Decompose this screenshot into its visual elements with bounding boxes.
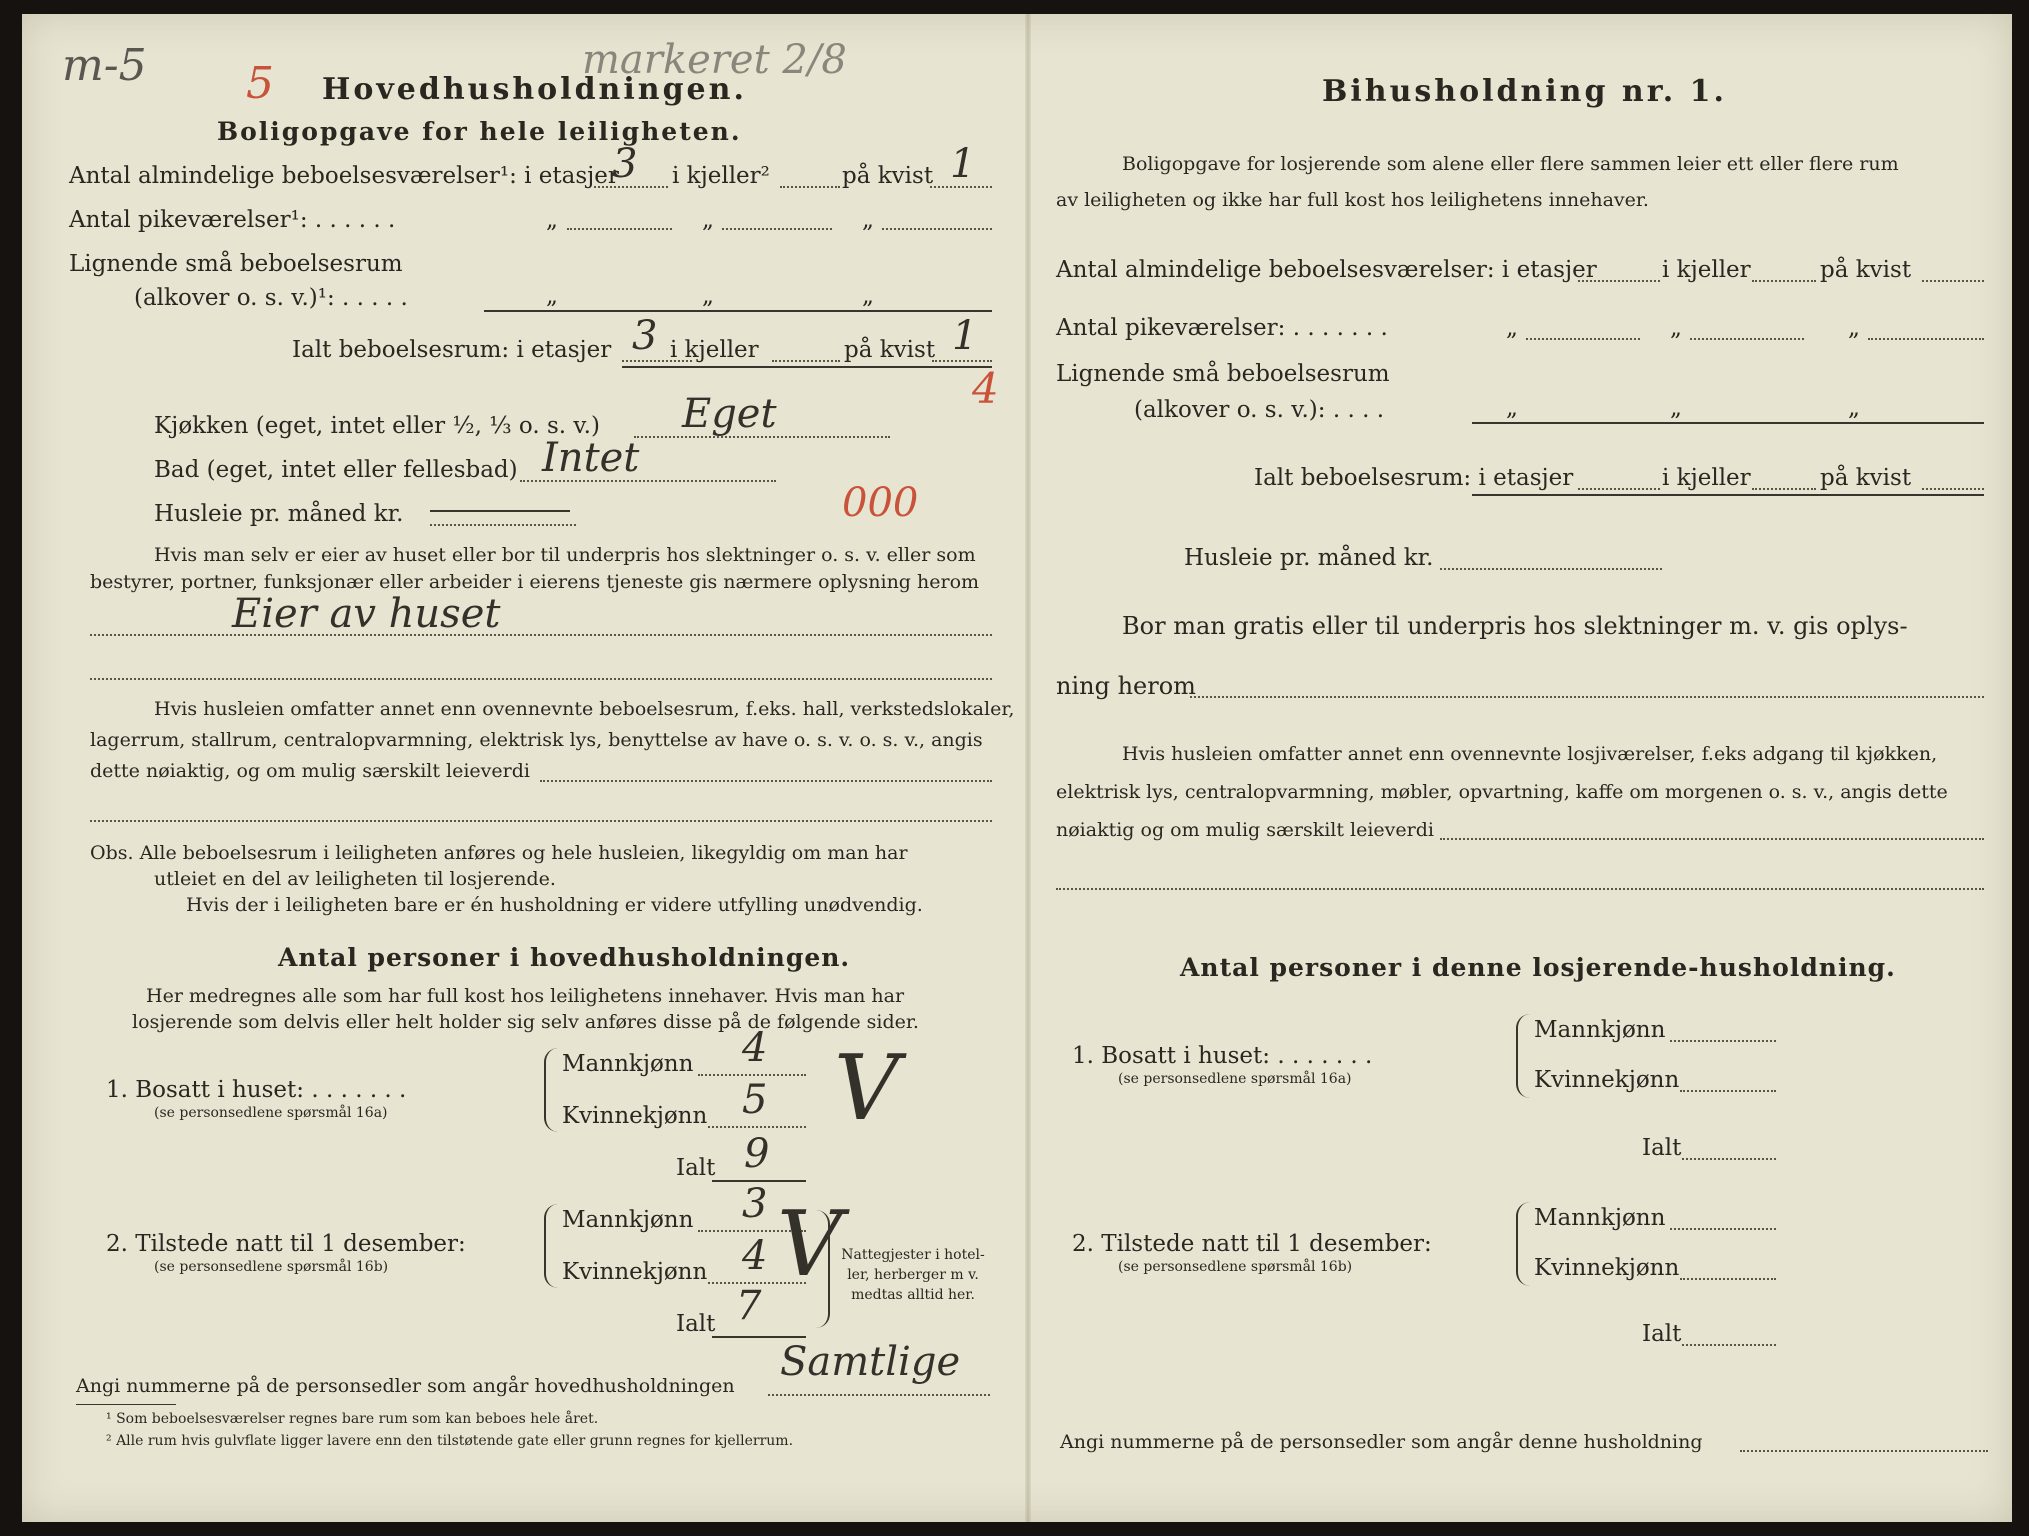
red-annotation-1: 4 xyxy=(972,364,999,413)
right-row1-kjeller-label: i kjeller xyxy=(1662,257,1751,283)
left-omfatter-2: lagerrum, stallrum, centralopvarmning, elektrisk lys, benyttelse av have o. s. v. o. s. v., angis xyxy=(90,729,983,751)
right-row1-kvist-line xyxy=(1922,280,1984,282)
right-q1-mann-line xyxy=(1670,1040,1776,1042)
left-q1-ialt-label: Ialt xyxy=(676,1155,716,1181)
left-row1-kjeller-line xyxy=(780,186,840,188)
left-q1-kvinne-label: Kvinnekjønn xyxy=(562,1103,708,1129)
ditto-mark: „ xyxy=(1670,395,1682,421)
ditto-mark: „ xyxy=(862,283,874,309)
page-fold xyxy=(1025,14,1031,1522)
left-q1-kvinne-line xyxy=(708,1126,806,1128)
left-ialt-kjeller-line xyxy=(772,360,840,362)
footnote-2: ² Alle rum hvis gulvflate ligger lavere enn den tilstøtende gate eller grunn regnes for kjellerrum. xyxy=(106,1433,794,1449)
left-ialt-kvist-value[interactable]: 1 xyxy=(952,313,978,359)
eier-text-1: Hvis man selv er eier av huset eller bor til underpris hos slektninger o. s. v. eller som xyxy=(154,544,976,566)
left-title: Hovedhusholdningen. xyxy=(322,72,747,107)
right-row1-etasjer-line xyxy=(1578,280,1660,282)
right-q1-brace xyxy=(1516,1014,1532,1098)
husleie-dash xyxy=(430,510,570,512)
census-form-sheet xyxy=(22,14,2012,1522)
nattegjester-note-3: medtas alltid her. xyxy=(851,1287,975,1303)
ditto-mark: „ xyxy=(702,207,714,233)
left-row2-label: Antal pikeværelser¹: . . . . . . xyxy=(69,207,396,233)
husleie-line xyxy=(430,524,576,526)
left-q2-brace xyxy=(544,1204,560,1288)
margin-handwriting: m-5 xyxy=(62,40,147,91)
ditto-mark: „ xyxy=(1848,395,1860,421)
eier-line-1 xyxy=(90,634,992,636)
left-q2-kvinne-value[interactable]: 4 xyxy=(742,1233,768,1279)
right-q2-brace xyxy=(1516,1202,1532,1286)
obs-text-3: Hvis der i leiligheten bare er én husholdning er videre utfylling unødvendig. xyxy=(186,894,923,916)
right-gratis-line xyxy=(1190,696,1984,698)
ditto-mark: „ xyxy=(702,283,714,309)
left-q2-mann-label: Mannkjønn xyxy=(562,1207,694,1233)
left-angi-value[interactable]: Samtlige xyxy=(780,1339,961,1385)
right-ialt-kjeller-label: i kjeller xyxy=(1662,465,1751,491)
left-ialt-kvist-line xyxy=(932,360,992,362)
left-q2-label: 2. Tilstede natt til 1 desember: xyxy=(106,1231,466,1257)
left-q2-ialt-line xyxy=(712,1336,806,1338)
left-q1-mann-value[interactable]: 4 xyxy=(742,1025,768,1071)
left-q1-kvinne-value[interactable]: 5 xyxy=(742,1077,768,1123)
right-ialt-label: Ialt beboelsesrum: i etasjer xyxy=(1254,465,1574,491)
left-q1-mann-label: Mannkjønn xyxy=(562,1051,694,1077)
right-persons-title: Antal personer i denne losjerende-husholdning. xyxy=(1180,953,1896,982)
right-row2-line-1 xyxy=(1526,338,1640,340)
left-row1-etasjer-value[interactable]: 3 xyxy=(612,141,638,187)
left-ialt-kvist-label: på kvist xyxy=(844,337,936,363)
nattegjester-note-2: ler, herberger m v. xyxy=(847,1267,979,1283)
right-ialt-kvist-label: på kvist xyxy=(1820,465,1912,491)
husleie-label: Husleie pr. måned kr. xyxy=(154,501,404,527)
right-q1-ialt-label: Ialt xyxy=(1642,1135,1682,1161)
left-q1-sub: (se personsedlene spørsmål 16a) xyxy=(154,1105,388,1121)
ditto-mark: „ xyxy=(1670,315,1682,341)
left-ialt-etasjer-value[interactable]: 3 xyxy=(632,313,658,359)
left-ialt-label: Ialt beboelsesrum: i etasjer xyxy=(292,337,612,363)
left-row1-kvist-label: på kvist xyxy=(842,163,934,189)
left-subtitle: Boligopgave for hele leiligheten. xyxy=(217,117,742,146)
red-annotation-2: 000 xyxy=(842,480,919,526)
left-persons-text-2: losjerende som delvis eller helt holder sig selv anføres disse på de følgende sider. xyxy=(132,1011,919,1033)
left-q2-kvinne-label: Kvinnekjønn xyxy=(562,1259,708,1285)
right-row2-label: Antal pikeværelser: . . . . . . . xyxy=(1056,315,1388,341)
left-q2-sub: (se personsedlene spørsmål 16b) xyxy=(154,1259,389,1275)
checkmark: V xyxy=(777,1192,842,1297)
footnote-1: ¹ Som beboelsesværelser regnes bare rum som kan beboes hele året. xyxy=(106,1411,599,1427)
right-angi-line xyxy=(1740,1450,1988,1452)
right-q1-kvinne-label: Kvinnekjønn xyxy=(1534,1067,1680,1093)
obs-text-2: utleiet en del av leiligheten til losjerende. xyxy=(154,868,556,890)
left-omfatter-3: dette nøiaktig, og om mulig særskilt leieverdi xyxy=(90,760,530,782)
ditto-mark: „ xyxy=(1506,395,1518,421)
left-row2-line-3 xyxy=(882,228,992,230)
left-q1-label: 1. Bosatt i huset: . . . . . . . xyxy=(106,1077,407,1103)
left-q2-mann-value[interactable]: 3 xyxy=(742,1181,768,1227)
right-q1-label: 1. Bosatt i huset: . . . . . . . xyxy=(1072,1043,1373,1069)
left-q2-ialt-label: Ialt xyxy=(676,1311,716,1337)
right-q2-ialt-line xyxy=(1682,1344,1776,1346)
right-row2-line-3 xyxy=(1868,338,1984,340)
left-q1-mann-line xyxy=(698,1074,806,1076)
right-omfatter-1: Hvis husleien omfatter annet enn ovennevnte losjiværelser, f.eks adgang til kjøkken, xyxy=(1122,743,1938,765)
left-q2-ialt-value[interactable]: 7 xyxy=(736,1283,762,1329)
checkmark: V xyxy=(834,1036,899,1141)
right-husleie-line xyxy=(1440,568,1662,570)
ditto-mark: „ xyxy=(546,207,558,233)
right-row3-label-a: Lignende små beboelsesrum xyxy=(1056,361,1390,387)
right-angi-label: Angi nummerne på de personsedler som angår denne husholdning xyxy=(1060,1431,1703,1453)
right-q1-sub: (se personsedlene spørsmål 16a) xyxy=(1118,1071,1352,1087)
right-q1-ialt-line xyxy=(1682,1158,1776,1160)
right-row3-label-b: (alkover o. s. v.): . . . . xyxy=(1134,397,1385,423)
nattegjester-note-1: Nattegjester i hotel- xyxy=(841,1247,985,1263)
right-row1-kjeller-line xyxy=(1752,280,1816,282)
left-omfatter-line-1 xyxy=(540,780,992,782)
right-row1-kvist-label: på kvist xyxy=(1820,257,1912,283)
right-omfatter-line-2 xyxy=(1056,888,1984,890)
right-ialt-kvist-line xyxy=(1922,488,1984,490)
left-row1-label: Antal almindelige beboelsesværelser¹: i etasjer xyxy=(69,163,619,189)
left-omfatter-line-2 xyxy=(90,820,992,822)
left-row2-line-1 xyxy=(567,228,672,230)
left-q1-ialt-value[interactable]: 9 xyxy=(744,1131,770,1177)
margin-red-number: 5 xyxy=(246,58,274,109)
ditto-mark: „ xyxy=(1506,315,1518,341)
left-row1-kjeller-label: i kjeller² xyxy=(672,163,770,189)
kjokken-value[interactable]: Eget xyxy=(682,391,777,437)
left-ialt-kjeller-label: i kjeller xyxy=(670,337,759,363)
left-persons-title: Antal personer i hovedhusholdningen. xyxy=(278,943,851,972)
left-angi-line xyxy=(768,1394,990,1396)
left-row3-underline xyxy=(484,310,992,312)
right-row2-line-2 xyxy=(1690,338,1804,340)
left-row3-label-a: Lignende små beboelsesrum xyxy=(69,251,403,277)
left-row3-label-b: (alkover o. s. v.)¹: . . . . . xyxy=(134,285,408,311)
bad-value[interactable]: Intet xyxy=(542,435,640,481)
footnote-rule xyxy=(76,1404,176,1405)
right-row1-label: Antal almindelige beboelsesværelser: i etasjer xyxy=(1056,257,1597,283)
right-q2-mann-line xyxy=(1670,1228,1776,1230)
right-q2-ialt-label: Ialt xyxy=(1642,1321,1682,1347)
right-q1-kvinne-line xyxy=(1680,1090,1776,1092)
right-gratis-1: Bor man gratis eller til underpris hos slektninger m. v. gis oplys- xyxy=(1122,612,1908,640)
right-row3-underline xyxy=(1472,422,1984,424)
left-q1-brace xyxy=(544,1048,560,1132)
right-title: Bihusholdning nr. 1. xyxy=(1322,74,1727,109)
right-ialt-etasjer-line xyxy=(1578,488,1660,490)
margin-handwriting-2: markeret 2/8 xyxy=(582,37,847,83)
right-husleie-label: Husleie pr. måned kr. xyxy=(1184,545,1434,571)
right-q1-mann-label: Mannkjønn xyxy=(1534,1017,1666,1043)
right-ialt-kjeller-line xyxy=(1752,488,1816,490)
left-angi-label: Angi nummerne på de personsedler som angår hovedhusholdningen xyxy=(76,1375,735,1397)
right-gratis-2: ning herom xyxy=(1056,672,1196,700)
left-ialt-underline xyxy=(622,366,992,368)
eier-line-2 xyxy=(90,678,992,680)
bad-label: Bad (eget, intet eller fellesbad) xyxy=(154,457,518,483)
right-intro-1: Boligopgave for losjerende som alene eller flere sammen leier ett eller flere rum xyxy=(1122,153,1899,175)
left-row2-line-2 xyxy=(722,228,832,230)
right-q2-sub: (se personsedlene spørsmål 16b) xyxy=(1118,1259,1353,1275)
left-omfatter-1: Hvis husleien omfatter annet enn ovennevnte beboelsesrum, f.eks. hall, verkstedslokaler, xyxy=(154,698,1015,720)
obs-text-1: Obs. Alle beboelsesrum i leiligheten anføres og hele husleien, likegyldig om man har xyxy=(90,842,908,864)
right-q2-mann-label: Mannkjønn xyxy=(1534,1205,1666,1231)
right-intro-2: av leiligheten og ikke har full kost hos leilighetens innehaver. xyxy=(1056,189,1649,211)
kjokken-label: Kjøkken (eget, intet eller ½, ⅓ o. s. v.) xyxy=(154,413,600,439)
left-row1-kvist-value[interactable]: 1 xyxy=(950,141,976,187)
right-ialt-underline xyxy=(1472,494,1984,496)
ditto-mark: „ xyxy=(862,207,874,233)
right-q2-kvinne-label: Kvinnekjønn xyxy=(1534,1255,1680,1281)
left-persons-text-1: Her medregnes alle som har full kost hos leilighetens innehaver. Hvis man har xyxy=(146,985,905,1007)
right-omfatter-3: nøiaktig og om mulig særskilt leieverdi xyxy=(1056,819,1434,841)
eier-value[interactable]: Eier av huset xyxy=(232,591,501,637)
ditto-mark: „ xyxy=(1848,315,1860,341)
right-q2-label: 2. Tilstede natt til 1 desember: xyxy=(1072,1231,1432,1257)
right-q2-kvinne-line xyxy=(1680,1278,1776,1280)
ditto-mark: „ xyxy=(546,283,558,309)
eier-text-2: bestyrer, portner, funksjonær eller arbeider i eierens tjeneste gis nærmere oplysning herom xyxy=(90,571,980,593)
right-omfatter-line-1 xyxy=(1440,838,1984,840)
right-omfatter-2: elektrisk lys, centralopvarmning, møbler, opvartning, kaffe om morgenen o. s. v., angis dette xyxy=(1056,781,1948,803)
